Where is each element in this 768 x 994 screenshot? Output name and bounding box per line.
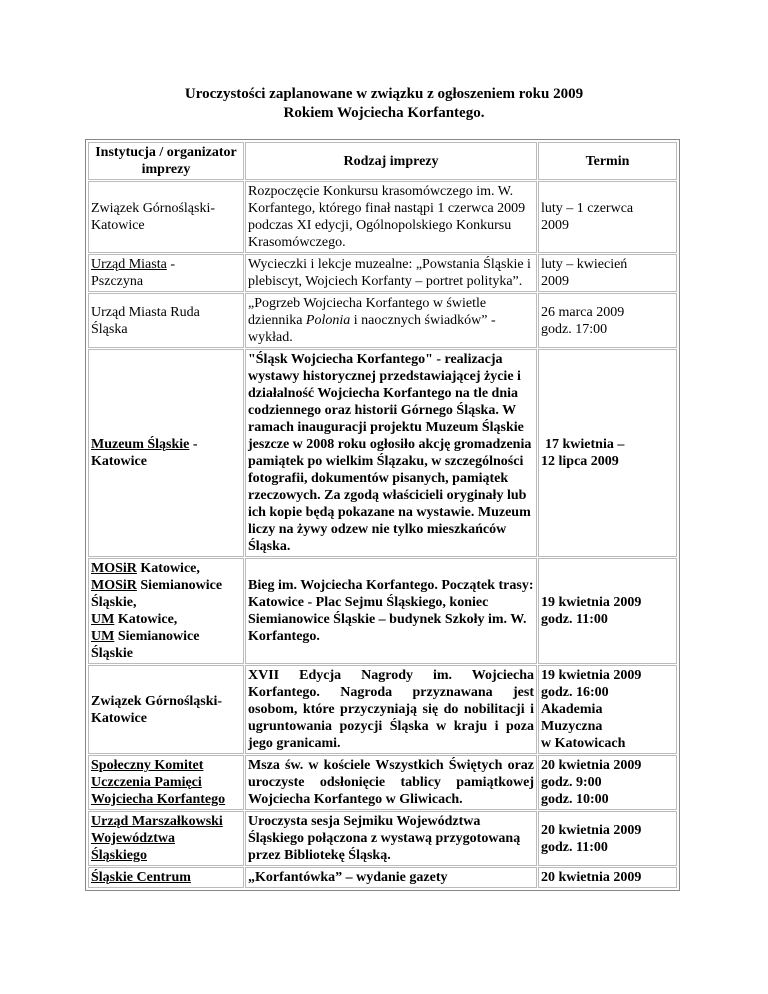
header-date: Termin	[538, 142, 677, 180]
organizer-link[interactable]: Śląskiego	[91, 848, 148, 863]
organizer-link[interactable]: UM	[91, 629, 115, 644]
organizer-cell: Urząd Miasta Ruda Śląska	[88, 293, 244, 348]
organizer-cell	[88, 811, 244, 866]
organizer-link[interactable]: MOSiR	[91, 578, 137, 593]
event-cell: "Śląsk Wojciecha Korfantego" - realizacja wystawy historycznej przedstawiającej życie i działalność Wojciecha Korfantego na tle dnia codziennego oraz historii Górnego Śląska. W ramach inauguracji projektu Muzeum Śląskie jeszcze w 2008 roku ogłosiło akcję gromadzenia pamiątek po wielkim Ślązaku, w szczególności fotografii, dokumentów pisanych, pamiątek rzeczowych. Za zgodą właścicieli oryginały lub ich kopie będą pokazane na wystawie. Muzeum liczy na żywy odzew nie tylko mieszkańców Śląska.	[245, 349, 537, 557]
event-cell: Uroczysta sesja Sejmiku Województwa Śląskiego połączona z wystawą przygotowaną przez Bibliotekę Śląską.	[245, 811, 537, 866]
organizer-cell: Związek Górnośląski- Katowice	[88, 665, 244, 754]
date-cell: luty – kwiecień 2009	[538, 254, 677, 292]
organizer-link[interactable]: Województwa	[91, 831, 175, 846]
table-row	[88, 665, 677, 754]
table-row	[88, 254, 677, 292]
table-row	[88, 293, 677, 348]
header-institution: Instytucja / organizator imprezy	[88, 142, 244, 180]
organizer-link[interactable]: Urząd Miasta	[91, 257, 167, 272]
table-row	[88, 349, 677, 557]
table-row	[88, 181, 677, 253]
event-cell: Rozpoczęcie Konkursu krasomówczego im. W. Korfantego, którego finał nastąpi 1 czerwca 2009 podczas XI edycji, Ogólnopolskiego Konkursu Krasomówczego.	[245, 181, 537, 253]
date-cell: luty – 1 czerwca 2009	[538, 181, 677, 253]
header-event: Rodzaj imprezy	[245, 142, 537, 180]
date-cell: 19 kwietnia 2009 godz. 11:00	[538, 558, 677, 664]
organizer-cell: Związek Górnośląski- Katowice	[88, 181, 244, 253]
table-row	[88, 811, 677, 866]
event-cell: Bieg im. Wojciecha Korfantego. Początek trasy: Katowice - Plac Sejmu Śląskiego, koniec Siemianowice Śląskie – budynek Szkoły im. W. Korfantego.	[245, 558, 537, 664]
events-table-frame	[85, 139, 680, 891]
organizer-link[interactable]: UM	[91, 612, 115, 627]
date-cell: 20 kwietnia 2009 godz. 11:00	[538, 811, 677, 866]
date-cell: 19 kwietnia 2009 godz. 16:00 Akademia Muzyczna w Katowicach	[538, 665, 677, 754]
date-cell: 26 marca 2009 godz. 17:00	[538, 293, 677, 348]
event-cell: Wycieczki i lekcje muzealne: „Powstania Śląskie i plebiscyt, Wojciech Korfanty – portret polityka”.	[245, 254, 537, 292]
table-row	[88, 755, 677, 810]
organizer-link[interactable]: Uczczenia Pamięci	[91, 775, 202, 790]
event-cell: „Korfantówka” – wydanie gazety	[245, 867, 537, 888]
organizer-cell: Urząd Miasta - Pszczyna	[88, 254, 244, 292]
event-cell: XVII Edycja Nagrody im. Wojciecha Korfantego. Nagroda przyznawana jest osobom, które przyczyniają się do nobilitacji i ugruntowania pozycji Śląska w kraju i poza jego granicami.	[245, 665, 537, 754]
organizer-link[interactable]: Społeczny Komitet	[91, 758, 204, 773]
document-title	[0, 85, 768, 123]
table-row	[88, 867, 677, 888]
date-cell: 17 kwietnia – 12 lipca 2009	[538, 349, 677, 557]
organizer-link[interactable]: Urząd Marszałkowski	[91, 814, 223, 829]
organizer-cell[interactable]: Śląskie Centrum	[88, 867, 244, 888]
events-table	[87, 141, 678, 889]
event-cell: Msza św. w kościele Wszystkich Świętych oraz uroczyste odsłonięcie tablicy pamiątkowej Wojciecha Korfantego w Gliwicach.	[245, 755, 537, 810]
title-line-2: Rokiem Wojciecha Korfantego.	[283, 105, 485, 121]
date-cell: 20 kwietnia 2009 godz. 9:00 godz. 10:00	[538, 755, 677, 810]
organizer-cell: Muzeum Śląskie - Katowice	[88, 349, 244, 557]
organizer-link[interactable]: MOSiR	[91, 561, 137, 576]
table-header-row	[88, 142, 677, 180]
table-row	[88, 558, 677, 664]
organizer-link[interactable]: Wojciecha Korfantego	[91, 792, 226, 807]
event-cell: „Pogrzeb Wojciecha Korfantego w świetle dziennika Polonia i naocznych świadków” - wykład.	[245, 293, 537, 348]
organizer-cell	[88, 755, 244, 810]
date-cell: 20 kwietnia 2009	[538, 867, 677, 888]
title-line-1: Uroczystości zaplanowane w związku z ogłoszeniem roku 2009	[184, 86, 584, 102]
organizer-link[interactable]: Muzeum Śląskie	[91, 437, 190, 452]
organizer-cell: MOSiR Katowice, MOSiR Siemianowice Śląskie, UM Katowice, UM Siemianowice Śląskie	[88, 558, 244, 664]
